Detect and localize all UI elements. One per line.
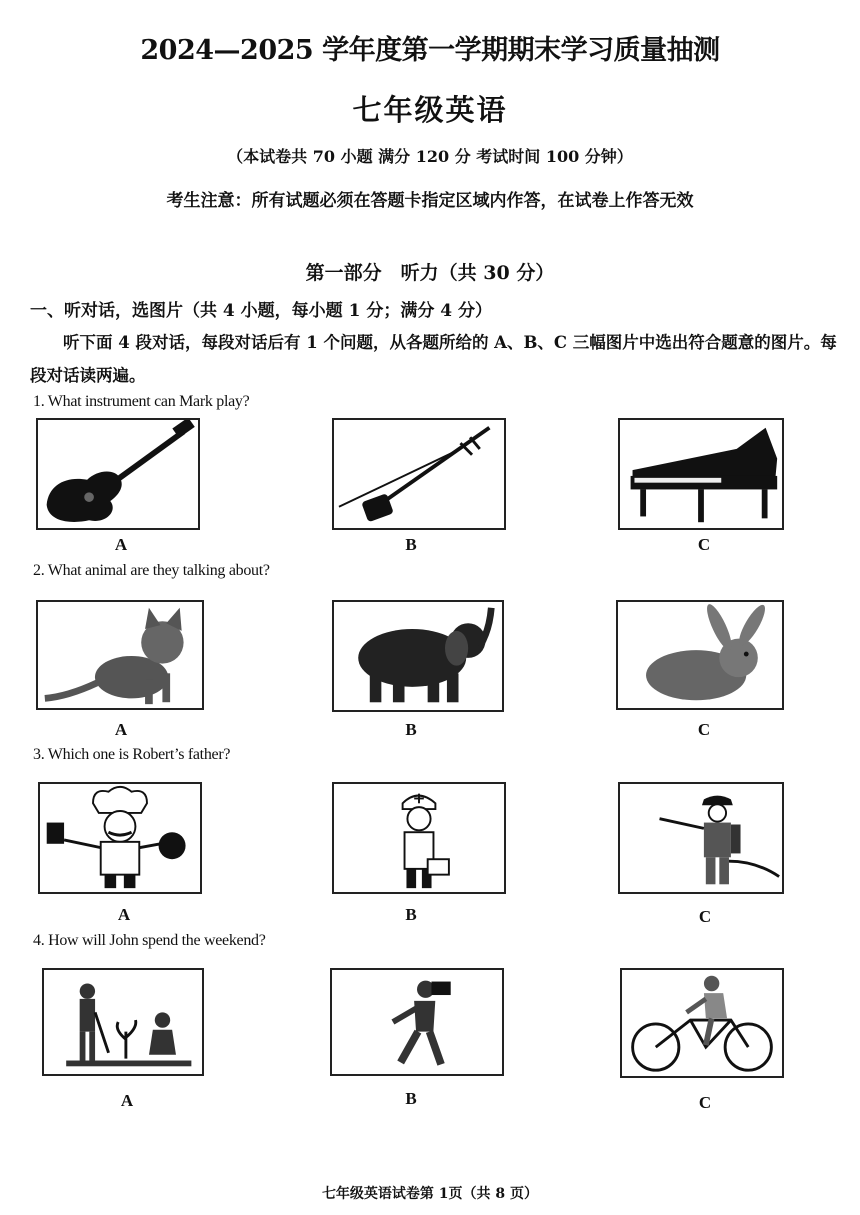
photographer-icon	[332, 970, 502, 1074]
option-1b-image	[332, 418, 506, 530]
option-2a-label: A	[114, 720, 128, 739]
firefighter-icon	[620, 784, 782, 892]
grand-piano-icon	[620, 420, 782, 528]
option-2b-label: B	[405, 720, 417, 739]
option-1a-image	[36, 418, 200, 530]
elephant-icon	[334, 602, 502, 710]
option-3b-image	[332, 782, 506, 894]
subject-title: 七年级英语	[352, 93, 508, 127]
option-1c-label: C	[697, 535, 711, 554]
part-title: 第一部分 听力（共 30 分）	[305, 262, 555, 284]
erhu-icon	[334, 420, 504, 528]
option-1a-label: A	[114, 535, 128, 554]
exam-title: 2024—2025 学年度第一学期期末学习质量抽测	[140, 35, 720, 66]
option-2b-image	[332, 600, 504, 712]
option-2a-image	[36, 600, 204, 710]
planting-trees-icon	[44, 970, 202, 1074]
option-2c-label: C	[697, 720, 711, 739]
option-1c-image	[618, 418, 784, 530]
question-1-text: 1. What instrument can Mark play?	[33, 393, 250, 410]
page-footer: 七年级英语试卷第 1页（共 8 页）	[321, 1186, 539, 1202]
option-3c-label: C	[698, 907, 712, 926]
option-4b-label: B	[405, 1089, 417, 1108]
chef-icon	[40, 784, 200, 892]
cat-icon	[38, 602, 202, 708]
option-3b-label: B	[405, 905, 417, 924]
candidate-notice: 考生注意：所有试题必须在答题卡指定区域内作答，在试卷上作答无效	[166, 191, 694, 211]
exam-info: （本试卷共 70 小题 满分 120 分 考试时间 100 分钟）	[227, 147, 633, 166]
cycling-icon	[622, 970, 782, 1076]
option-4c-image	[620, 968, 784, 1078]
doctor-icon	[334, 784, 504, 892]
option-4a-image	[42, 968, 204, 1076]
question-3-text: 3. Which one is Robert’s father?	[33, 746, 231, 763]
question-4-text: 4. How will John spend the weekend?	[33, 932, 266, 949]
option-4a-label: A	[120, 1091, 134, 1110]
option-4b-image	[330, 968, 504, 1076]
option-3a-label: A	[117, 905, 131, 924]
question-2-text: 2. What animal are they talking about?	[33, 562, 270, 579]
electric-guitar-icon	[38, 420, 198, 528]
option-3a-image	[38, 782, 202, 894]
section-title: 一、听对话，选图片（共 4 小题，每小题 1 分；满分 4 分）	[30, 301, 492, 321]
option-2c-image	[616, 600, 784, 710]
option-4c-label: C	[698, 1093, 712, 1112]
option-1b-label: B	[405, 535, 417, 554]
option-3c-image	[618, 782, 784, 894]
instructions: 听下面 4 段对话，每段对话后有 1 个问题，从各题所给的 A、B、C 三幅图片中选出符合题意的图片。每段对话读两遍。	[30, 333, 837, 385]
rabbit-icon	[618, 602, 782, 708]
